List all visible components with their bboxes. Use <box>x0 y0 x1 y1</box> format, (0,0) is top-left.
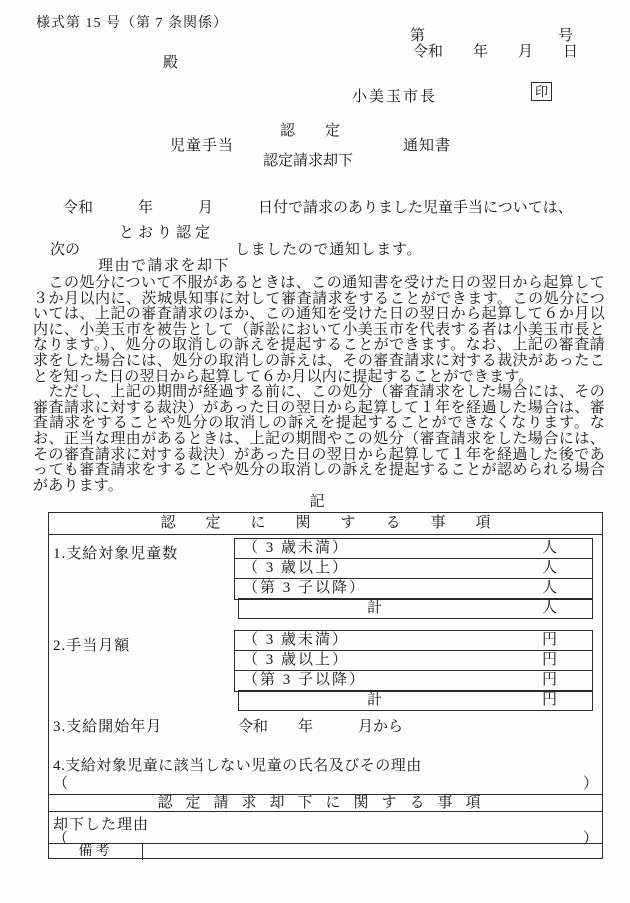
title-suffix: 通知書 <box>403 138 452 154</box>
details-table <box>48 512 603 859</box>
total-label: 計 <box>367 692 383 708</box>
notice-option-rejection: 理由で請求を却下 <box>98 258 231 274</box>
section-header-rejection: 認定請求却下に関する事項 <box>49 794 602 812</box>
row-label: （第 3 子以降） <box>243 672 367 688</box>
item1-rows-box <box>234 538 593 600</box>
item1-total-row <box>238 598 593 619</box>
table-row <box>235 671 592 691</box>
row-label: （ 3 歳未満） <box>243 540 350 556</box>
rejection-reason-label: 却下した理由 <box>53 817 150 833</box>
record-mark: 記 <box>309 494 327 510</box>
item3-value: 令和 年 月から <box>238 719 404 735</box>
title-option-approval: 認 定 <box>280 123 341 139</box>
open-paren: （ <box>53 831 69 847</box>
table-row <box>235 539 592 559</box>
row-unit: 人 <box>542 560 558 576</box>
open-paren: （ <box>53 776 69 792</box>
table-row <box>235 651 592 671</box>
remarks-label: 備考 <box>49 844 143 860</box>
row-unit: 人 <box>542 580 558 596</box>
issuer-name: 小美玉市長 <box>352 89 438 105</box>
row-unit: 円 <box>542 672 558 688</box>
row-label: （ 3 歳未満） <box>243 632 350 648</box>
total-unit: 人 <box>542 600 558 616</box>
table-row <box>235 631 592 651</box>
item2-rows-box <box>234 630 593 692</box>
item2-total-row <box>238 690 593 711</box>
title-option-rejection: 認定請求却下 <box>263 153 354 169</box>
notice-suffix: しましたので通知します。 <box>235 242 423 258</box>
row-label: （ 3 歳以上） <box>243 652 350 668</box>
notice-option-approval: とおり認定 <box>119 225 215 241</box>
paragraph-appeal: この処分について不服があるときは、この通知書を受けた日の翌日から起算して３か月以内に、茨城県知事に対して審査請求をすることができます。この処分については、上記の審査請求のほか、この通知を受けた日の翌日から起算して６か月以内に、小美玉市を被告として（訴訟において小美玉市を代表する者は小美玉市長となります。）、処分の取消しの訴えを提起することができます。なお、上記の審査請求をした場合には、処分の取消しの訴えは、その審査請求に対する裁決があったことを知った日の翌日から起算して６か月以内に提起することができます。 <box>33 275 605 385</box>
seal-mark: 印 <box>531 82 552 101</box>
item1-label: 1.支給対象児童数 <box>53 546 179 562</box>
paragraph-deadline: ただし、上記の期間が経過する前に、この処分（審査請求をした場合には、その審査請求に対する裁決）があった日の翌日から起算して１年を経過した場合は、審査請求をすることや処分の取消しの訴えを提起することができなくなります。なお、正当な理由があるときは、上記の期間やこの処分（審査請求をした場合には、その審査請求に対する裁決）があった日の翌日から起算して１年を経過した後であっても審査請求をすることや処分の取消しの訴えを提起することが認められる場合があります。 <box>33 384 605 494</box>
item4-label: 4.支給対象児童に該当しない児童の氏名及びその理由 <box>53 758 422 774</box>
table-row <box>235 559 592 579</box>
issue-date: 令和 年 月 日 <box>413 44 579 60</box>
addressee-honorific: 殿 <box>163 55 179 71</box>
item2-label: 2.手当月額 <box>53 638 131 654</box>
row-label: （ 3 歳以上） <box>243 560 350 576</box>
item3-label: 3.支給開始年月 <box>53 719 163 735</box>
total-label: 計 <box>367 600 383 616</box>
opening-line: 令和 年 月 日付で請求のありました児童手当については、 <box>63 200 573 216</box>
total-unit: 円 <box>542 692 558 708</box>
doc-number-prefix: 第 <box>410 28 426 44</box>
item4-fill-line <box>53 772 598 793</box>
close-paren: ） <box>582 776 598 792</box>
row-label: （第 3 子以降） <box>243 580 367 596</box>
notice-prefix: 次の <box>50 242 81 258</box>
row-unit: 人 <box>542 540 558 556</box>
remarks-row <box>49 843 602 859</box>
section-header-approval: 認定に関する事項 <box>49 513 602 535</box>
doc-number-suffix: 号 <box>558 28 574 44</box>
appeal-instructions <box>33 276 605 494</box>
row-unit: 円 <box>542 632 558 648</box>
title-subject: 児童手当 <box>170 138 235 154</box>
table-row <box>235 579 592 599</box>
form-number: 様式第 15 号（第 7 条関係） <box>36 16 228 31</box>
row-unit: 円 <box>542 652 558 668</box>
close-paren: ） <box>582 831 598 847</box>
